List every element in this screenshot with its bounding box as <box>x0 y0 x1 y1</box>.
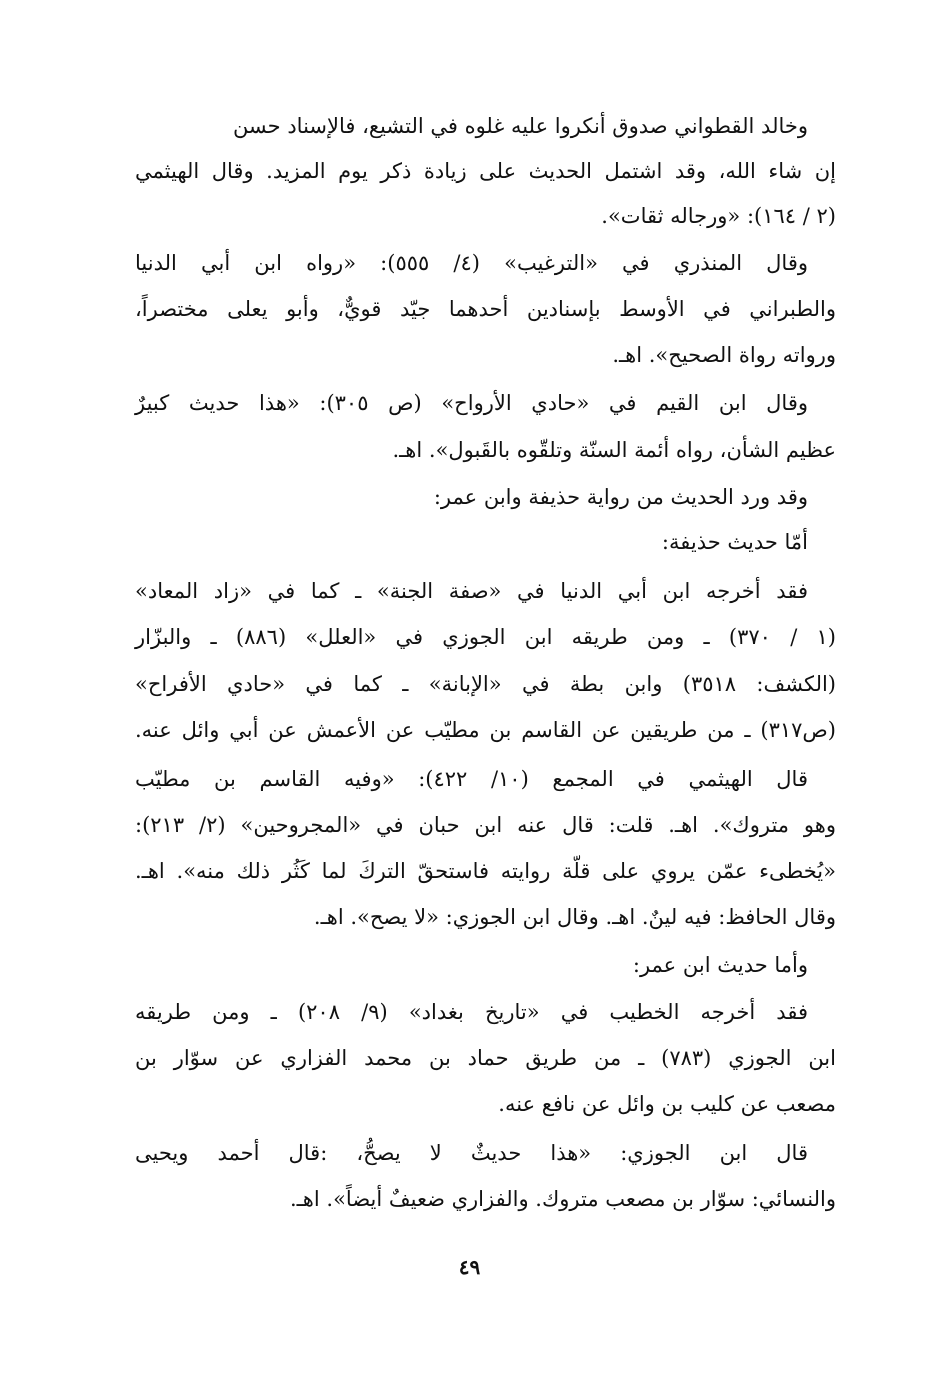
text-line: وأما حديث ابن عمر: <box>632 953 808 977</box>
text-line: قال الهيثمي في المجمع (١٠/ ٤٢٢): «وفيه القاسم بن مطيّب <box>135 767 808 791</box>
text-line: وخالد القطواني صدوق أنكروا عليه غلوه في التشيع، فالإسناد حسن <box>232 114 808 138</box>
text-line: فقد أخرجه ابن أبي الدنيا في «صفة الجنة» ـ كما في «زاد المعاد» <box>135 579 808 603</box>
text-line: قال ابن الجوزي: «هذا حديثٌ لا يصحُّ، :قال أحمد ويحيى <box>135 1141 808 1165</box>
text-line: ابن الجوزي (٧٨٣) ـ من طريق حماد بن محمد الفزاري عن سوّار بن <box>135 1046 836 1070</box>
text-line: إن شاء الله، وقد اشتمل الحديث على زيادة ذكر يوم المزيد. وقال الهيثمي <box>135 159 836 183</box>
text-line: وقال المنذري في «الترغيب» (٤/ ٥٥٥): «رواه ابن أبي الدنيا <box>135 251 808 275</box>
text-line: والطبراني في الأوسط بإسنادين أحدهما جيّد قويٌّ، وأبو يعلى مختصراً، <box>135 297 836 321</box>
text-line: (الكشف: ٣٥١٨) وابن بطة في «الإبانة» ـ كما في «حادي الأفراح» <box>135 672 836 696</box>
page-number: ٤٩ <box>458 1255 481 1279</box>
text-line: ورواته رواة الصحيح». اهـ. <box>612 343 836 367</box>
text-line: أمّا حديث حذيفة: <box>661 530 808 554</box>
text-line: والنسائي: سوّار بن مصعب متروك. والفزاري ضعيفٌ أيضاً». اهـ. <box>289 1187 836 1211</box>
text-line: (٢ / ١٦٤): «ورجاله ثقات». <box>601 204 836 228</box>
text-line: وقال الحافظ: فيه لينٌ. اهـ. وقال ابن الجوزي: «لا يصح». اهـ. <box>313 905 836 929</box>
text-line: (ص٣١٧) ـ من طريقين عن القاسم بن مطيّب عن الأعمش عن أبي وائل عنه. <box>135 718 836 742</box>
text-line: فقد أخرجه الخطيب في «تاريخ بغداد» (٩/ ٢٠٨) ـ ومن طريقه <box>135 1000 808 1024</box>
text-line: «يُخطىء عمّن يروي على قلّة روايته فاستحقّ التركَ لما كَثُر ذلك منه». اهـ. <box>135 859 836 883</box>
text-line: مصعب عن كليب بن وائل عن نافع عنه. <box>498 1092 836 1116</box>
text-line: وقد ورد الحديث من رواية حذيفة وابن عمر: <box>433 485 808 509</box>
text-line: وقال ابن القيم في «حادي الأرواح» (ص ٣٠٥): «هذا حديث كبيرٌ <box>135 391 808 415</box>
text-line: وهو متروك». اهـ. قلت: قال عنه ابن حبان في «المجروحين» (٢/ ٢١٣): <box>135 813 836 837</box>
text-line: عظيم الشأن، رواه أئمة السنّة وتلقّوه بالقَبول». اهـ. <box>392 438 836 462</box>
text-line: (١ / ٣٧٠) ـ ومن طريقه ابن الجوزي في «العلل» (٨٨٦) ـ والبزّار <box>135 625 836 649</box>
